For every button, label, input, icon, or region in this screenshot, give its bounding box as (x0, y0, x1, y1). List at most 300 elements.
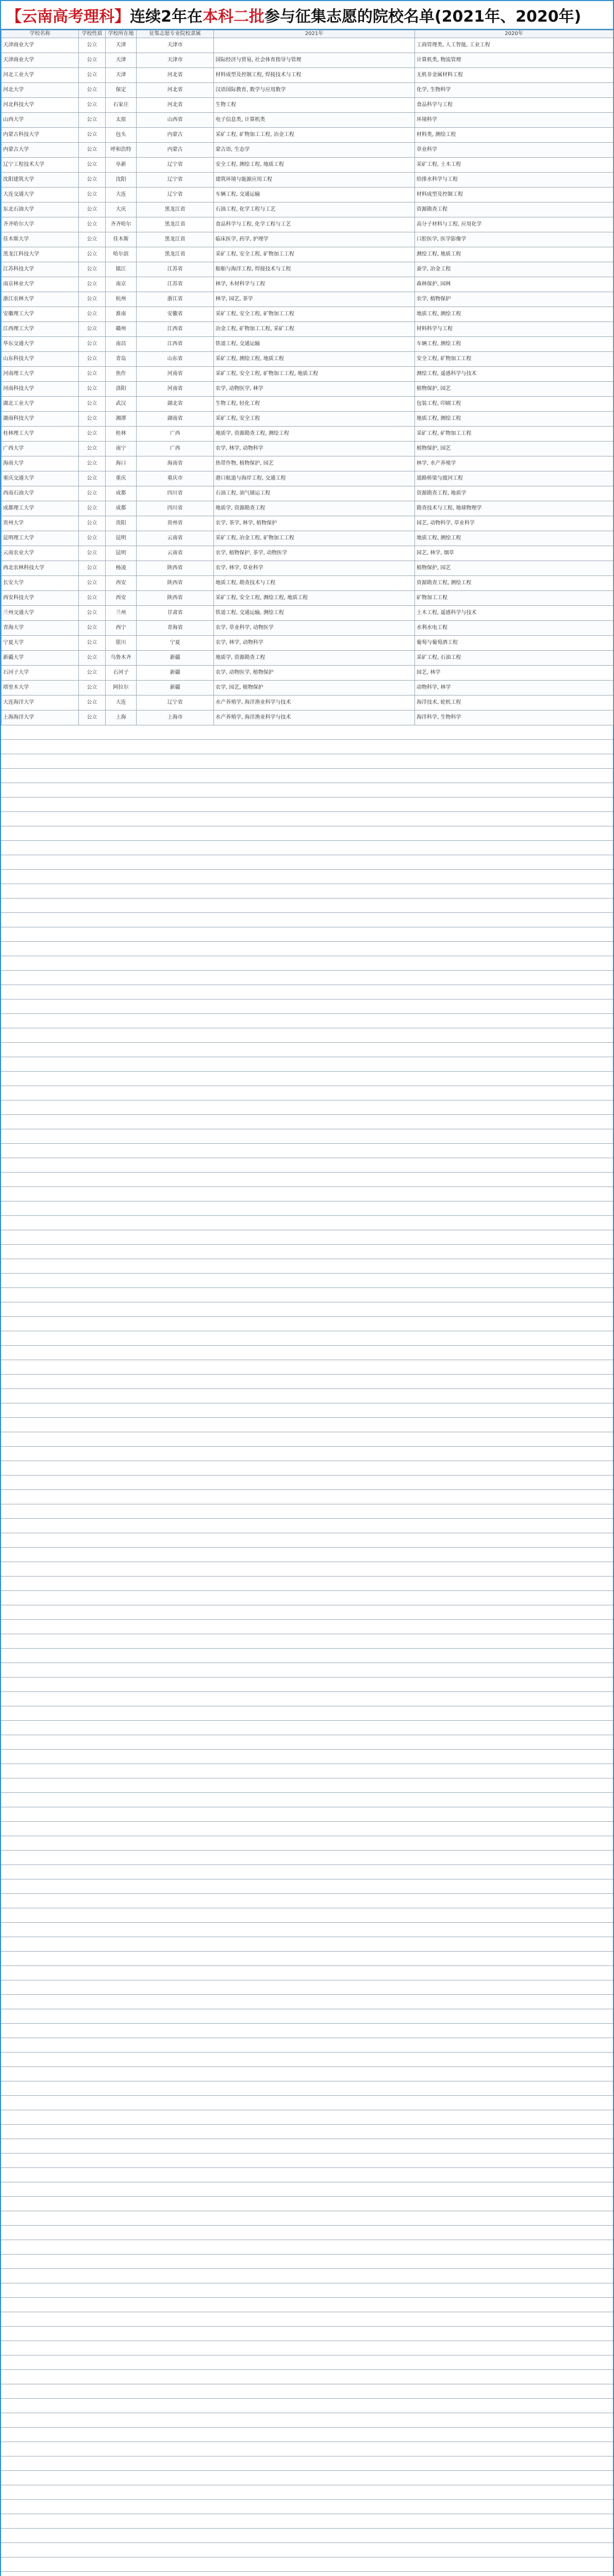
table-row (2, 471, 613, 486)
school-affiliation-cell: 四川省 (137, 501, 214, 516)
title-part-b: 参与征集志愿的院校名单(2021年、2020年) (264, 8, 582, 26)
majors-2021-cell: 采矿工程, 安全工程, 测绘工程, 地质工程 (214, 591, 415, 606)
school-type-cell: 公立 (79, 367, 106, 382)
school-affiliation-cell: 新疆 (137, 681, 214, 696)
table-row (2, 352, 613, 367)
majors-2020-cell: 土木工程, 遥感科学与技术 (415, 606, 613, 621)
majors-2020-cell: 植物保护, 园艺 (415, 442, 613, 456)
table-row (2, 337, 613, 352)
school-table (1, 30, 613, 725)
school-location-cell: 石家庄 (106, 98, 137, 113)
school-location-cell: 哈尔滨 (106, 247, 137, 262)
school-location-cell: 青岛 (106, 352, 137, 367)
school-name-cell: 大连交通大学 (2, 188, 79, 202)
school-name-cell: 江苏科技大学 (2, 262, 79, 277)
school-location-cell: 乌鲁木齐 (106, 651, 137, 666)
majors-2020-cell: 资源勘查工程 (415, 202, 613, 217)
majors-2021-cell: 农学, 动物医学, 植物保护 (214, 666, 415, 681)
document-title (1, 1, 613, 30)
table-row (2, 576, 613, 591)
table-row (2, 636, 613, 651)
majors-2021-cell: 材料成型及控制工程, 焊接技术与工程 (214, 68, 415, 83)
majors-2020-cell: 化学, 生物科学 (415, 83, 613, 98)
majors-2020-cell: 高分子材料与工程, 应用化学 (415, 217, 613, 232)
school-name-cell: 湖北工业大学 (2, 397, 79, 412)
school-location-cell: 太原 (106, 113, 137, 128)
school-type-cell: 公立 (79, 696, 106, 710)
majors-2020-cell: 地质工程, 测绘工程 (415, 531, 613, 546)
table-row (2, 128, 613, 143)
school-name-cell: 上海海洋大学 (2, 710, 79, 725)
school-name-cell: 南京林业大学 (2, 277, 79, 292)
majors-2020-cell: 车辆工程, 测绘工程 (415, 337, 613, 352)
school-affiliation-cell: 辽宁省 (137, 188, 214, 202)
school-location-cell: 海口 (106, 456, 137, 471)
school-location-cell: 阜新 (106, 158, 137, 173)
school-affiliation-cell: 河北省 (137, 68, 214, 83)
school-location-cell: 昆明 (106, 531, 137, 546)
school-location-cell: 湘潭 (106, 412, 137, 427)
school-type-cell: 公立 (79, 486, 106, 501)
majors-2021-cell: 农学, 茶学, 林学, 植物保护 (214, 516, 415, 531)
school-affiliation-cell: 云南省 (137, 531, 214, 546)
majors-2020-cell: 海洋技术, 轮机工程 (415, 696, 613, 710)
majors-2021-cell: 采矿工程, 安全工程, 矿物加工工程 (214, 307, 415, 322)
school-affiliation-cell: 辽宁省 (137, 696, 214, 710)
school-affiliation-cell: 重庆市 (137, 471, 214, 486)
table-row (2, 681, 613, 696)
school-affiliation-cell: 辽宁省 (137, 173, 214, 188)
majors-2020-cell: 采矿工程, 石油工程 (415, 651, 613, 666)
table-row (2, 322, 613, 337)
majors-2021-cell: 采矿工程, 矿物加工工程, 冶金工程 (214, 128, 415, 143)
school-type-cell: 公立 (79, 188, 106, 202)
school-name-cell: 天津商业大学 (2, 53, 79, 68)
school-affiliation-cell: 内蒙古 (137, 143, 214, 158)
majors-2021-cell: 建筑环境与能源应用工程 (214, 173, 415, 188)
majors-2020-cell: 食品科学与工程 (415, 98, 613, 113)
school-name-cell: 大连海洋大学 (2, 696, 79, 710)
table-row (2, 501, 613, 516)
table-row (2, 606, 613, 621)
school-location-cell: 保定 (106, 83, 137, 98)
school-affiliation-cell: 浙江省 (137, 292, 214, 307)
majors-2021-cell: 采矿工程, 安全工程, 矿物加工工程 (214, 247, 415, 262)
table-row (2, 98, 613, 113)
school-name-cell: 成都理工大学 (2, 501, 79, 516)
school-location-cell: 上海 (106, 710, 137, 725)
majors-2020-cell: 材料类, 测绘工程 (415, 128, 613, 143)
school-name-cell: 桂林理工大学 (2, 427, 79, 442)
table-body (2, 38, 613, 725)
table-row (2, 307, 613, 322)
school-location-cell: 成都 (106, 501, 137, 516)
school-location-cell: 武汉 (106, 397, 137, 412)
majors-2020-cell: 植物保护, 园艺 (415, 382, 613, 397)
school-type-cell: 公立 (79, 217, 106, 232)
majors-2020-cell: 资源勘查工程, 测绘工程 (415, 576, 613, 591)
school-location-cell: 淮南 (106, 307, 137, 322)
table-row (2, 53, 613, 68)
school-affiliation-cell: 新疆 (137, 666, 214, 681)
school-name-cell: 佳木斯大学 (2, 232, 79, 247)
table-header-row (2, 30, 613, 38)
majors-2020-cell: 地质工程, 测绘工程 (415, 307, 613, 322)
school-location-cell: 南京 (106, 277, 137, 292)
school-affiliation-cell: 海南省 (137, 456, 214, 471)
majors-2021-cell: 铁道工程, 交通运输 (214, 337, 415, 352)
school-name-cell: 华东交通大学 (2, 337, 79, 352)
school-name-cell: 新疆大学 (2, 651, 79, 666)
school-type-cell: 公立 (79, 501, 106, 516)
school-name-cell: 内蒙古大学 (2, 143, 79, 158)
title-highlight: 本科二批 (202, 8, 264, 26)
school-name-cell: 重庆交通大学 (2, 471, 79, 486)
table-row (2, 188, 613, 202)
school-affiliation-cell: 黑龙江省 (137, 217, 214, 232)
majors-2021-cell: 食品科学与工程, 化学工程与工艺 (214, 217, 415, 232)
school-name-cell: 齐齐哈尔大学 (2, 217, 79, 232)
school-type-cell: 公立 (79, 38, 106, 53)
school-type-cell: 公立 (79, 337, 106, 352)
table-row (2, 621, 613, 636)
majors-2020-cell: 材料科学与工程 (415, 322, 613, 337)
table-continuation (1, 725, 613, 2576)
majors-2021-cell: 地质学, 资源勘查工程 (214, 651, 415, 666)
school-type-cell: 公立 (79, 666, 106, 681)
school-location-cell: 天津 (106, 53, 137, 68)
school-affiliation-cell: 云南省 (137, 546, 214, 561)
school-location-cell: 洛阳 (106, 382, 137, 397)
majors-2021-cell: 临床医学, 药学, 护理学 (214, 232, 415, 247)
school-type-cell: 公立 (79, 456, 106, 471)
school-affiliation-cell: 湖北省 (137, 397, 214, 412)
school-type-cell: 公立 (79, 158, 106, 173)
majors-2020-cell: 采矿工程, 土木工程 (415, 158, 613, 173)
table-row (2, 516, 613, 531)
majors-2021-cell: 船舶与海洋工程, 焊接技术与工程 (214, 262, 415, 277)
table-row (2, 68, 613, 83)
school-affiliation-cell: 黑龙江省 (137, 232, 214, 247)
majors-2021-cell: 水产养殖学, 海洋渔业科学与技术 (214, 696, 415, 710)
school-type-cell: 公立 (79, 202, 106, 217)
majors-2021-cell: 港口航道与海岸工程, 交通工程 (214, 471, 415, 486)
majors-2021-cell: 农学, 林学, 草业科学 (214, 561, 415, 576)
school-affiliation-cell: 天津市 (137, 38, 214, 53)
school-name-cell: 山东科技大学 (2, 352, 79, 367)
majors-2021-cell: 农学, 园艺, 植物保护 (214, 681, 415, 696)
school-type-cell: 公立 (79, 576, 106, 591)
majors-2020-cell: 采矿工程, 矿物加工工程 (415, 427, 613, 442)
school-name-cell: 天津商业大学 (2, 38, 79, 53)
majors-2021-cell: 地质学, 资源勘查工程 (214, 501, 415, 516)
school-type-cell: 公立 (79, 98, 106, 113)
school-affiliation-cell: 广西 (137, 442, 214, 456)
school-type-cell: 公立 (79, 53, 106, 68)
col-header-type: 学校性质 (79, 30, 106, 38)
school-name-cell: 兰州交通大学 (2, 606, 79, 621)
majors-2021-cell: 地质工程, 勘查技术与工程 (214, 576, 415, 591)
col-header-location: 学校所在地 (106, 30, 137, 38)
school-affiliation-cell: 河南省 (137, 367, 214, 382)
school-location-cell: 银川 (106, 636, 137, 651)
table-row (2, 262, 613, 277)
school-affiliation-cell: 陕西省 (137, 591, 214, 606)
school-affiliation-cell: 陕西省 (137, 561, 214, 576)
school-name-cell: 西北农林科技大学 (2, 561, 79, 576)
school-type-cell: 公立 (79, 232, 106, 247)
majors-2021-cell: 农学, 草业科学, 动物医学 (214, 621, 415, 636)
school-name-cell: 塔里木大学 (2, 681, 79, 696)
school-type-cell: 公立 (79, 710, 106, 725)
school-name-cell: 辽宁工程技术大学 (2, 158, 79, 173)
school-location-cell: 昆明 (106, 546, 137, 561)
school-affiliation-cell: 山东省 (137, 352, 214, 367)
majors-2020-cell: 材料成型及控制工程 (415, 188, 613, 202)
table-row (2, 173, 613, 188)
majors-2021-cell: 水产养殖学, 海洋渔业科学与技术 (214, 710, 415, 725)
table-row (2, 696, 613, 710)
school-name-cell: 河北工业大学 (2, 68, 79, 83)
majors-2020-cell: 无机非金属材料工程 (415, 68, 613, 83)
table-row (2, 277, 613, 292)
school-name-cell: 石河子大学 (2, 666, 79, 681)
majors-2021-cell: 农学, 林学, 动物科学 (214, 636, 415, 651)
table-row (2, 158, 613, 173)
school-type-cell: 公立 (79, 397, 106, 412)
table-row (2, 143, 613, 158)
school-affiliation-cell: 江西省 (137, 337, 214, 352)
majors-2021-cell: 汉语国际教育, 数学与应用数学 (214, 83, 415, 98)
school-type-cell: 公立 (79, 531, 106, 546)
majors-2020-cell: 工商管理类, 人工智能, 工业工程 (415, 38, 613, 53)
majors-2020-cell: 环境科学 (415, 113, 613, 128)
school-type-cell: 公立 (79, 382, 106, 397)
table-row (2, 666, 613, 681)
school-affiliation-cell: 广西 (137, 427, 214, 442)
majors-2020-cell: 矿物加工工程 (415, 591, 613, 606)
school-name-cell: 内蒙古科技大学 (2, 128, 79, 143)
school-affiliation-cell: 内蒙古 (137, 128, 214, 143)
school-type-cell: 公立 (79, 307, 106, 322)
school-location-cell: 大连 (106, 188, 137, 202)
school-affiliation-cell: 江西省 (137, 322, 214, 337)
majors-2020-cell: 园艺, 动物科学, 草业科学 (415, 516, 613, 531)
table-row (2, 292, 613, 307)
school-affiliation-cell: 青海省 (137, 621, 214, 636)
majors-2021-cell: 采矿工程, 安全工程 (214, 412, 415, 427)
school-type-cell: 公立 (79, 681, 106, 696)
school-type-cell: 公立 (79, 442, 106, 456)
table-row (2, 561, 613, 576)
majors-2021-cell: 农学, 动物医学, 林学 (214, 382, 415, 397)
majors-2021-cell: 采矿工程, 测绘工程, 地质工程 (214, 352, 415, 367)
majors-2021-cell: 电子信息类, 计算机类 (214, 113, 415, 128)
school-name-cell: 河南理工大学 (2, 367, 79, 382)
school-type-cell: 公立 (79, 292, 106, 307)
school-affiliation-cell: 黑龙江省 (137, 202, 214, 217)
school-name-cell: 安徽理工大学 (2, 307, 79, 322)
school-affiliation-cell: 上海市 (137, 710, 214, 725)
table-row (2, 232, 613, 247)
school-type-cell: 公立 (79, 561, 106, 576)
school-affiliation-cell: 山西省 (137, 113, 214, 128)
table-row (2, 412, 613, 427)
school-affiliation-cell: 贵州省 (137, 516, 214, 531)
majors-2020-cell: 海洋科学, 生物科学 (415, 710, 613, 725)
majors-2021-cell: 铁道工程, 交通运输, 测绘工程 (214, 606, 415, 621)
school-affiliation-cell: 天津市 (137, 53, 214, 68)
school-type-cell: 公立 (79, 322, 106, 337)
table-row (2, 486, 613, 501)
school-type-cell: 公立 (79, 247, 106, 262)
table-row (2, 591, 613, 606)
school-location-cell: 镇江 (106, 262, 137, 277)
table-row (2, 83, 613, 98)
school-location-cell: 兰州 (106, 606, 137, 621)
majors-2020-cell: 林学, 水产养殖学 (415, 456, 613, 471)
school-name-cell: 西南石油大学 (2, 486, 79, 501)
school-name-cell: 沈阳建筑大学 (2, 173, 79, 188)
majors-2020-cell: 草业科学 (415, 143, 613, 158)
school-name-cell: 湖南科技大学 (2, 412, 79, 427)
majors-2020-cell: 森林保护, 园林 (415, 277, 613, 292)
school-location-cell: 大庆 (106, 202, 137, 217)
school-location-cell: 重庆 (106, 471, 137, 486)
school-affiliation-cell: 新疆 (137, 651, 214, 666)
school-name-cell: 长安大学 (2, 576, 79, 591)
school-affiliation-cell: 江苏省 (137, 262, 214, 277)
table-row (2, 397, 613, 412)
school-location-cell: 赣州 (106, 322, 137, 337)
majors-2020-cell: 道路桥梁与渡河工程 (415, 471, 613, 486)
school-location-cell: 西安 (106, 576, 137, 591)
majors-2020-cell: 园艺, 林学 (415, 666, 613, 681)
majors-2021-cell: 林学, 园艺, 茶学 (214, 292, 415, 307)
school-name-cell: 浙江农林大学 (2, 292, 79, 307)
table-row (2, 546, 613, 561)
majors-2020-cell: 动物科学, 林学 (415, 681, 613, 696)
majors-2020-cell: 蚕学, 冶金工程 (415, 262, 613, 277)
school-affiliation-cell: 河南省 (137, 382, 214, 397)
col-header-2020: 2020年 (415, 30, 613, 38)
table-row (2, 382, 613, 397)
school-name-cell: 青海大学 (2, 621, 79, 636)
school-type-cell: 公立 (79, 173, 106, 188)
school-affiliation-cell: 甘肃省 (137, 606, 214, 621)
majors-2020-cell: 园艺, 林学, 烟草 (415, 546, 613, 561)
majors-2020-cell: 安全工程, 矿物加工工程 (415, 352, 613, 367)
school-affiliation-cell: 江苏省 (137, 277, 214, 292)
school-name-cell: 宁夏大学 (2, 636, 79, 651)
title-tag: 【云南高考理科】 (6, 8, 130, 26)
majors-2021-cell: 冶金工程, 矿物加工工程, 采矿工程 (214, 322, 415, 337)
table-row (2, 217, 613, 232)
school-type-cell: 公立 (79, 68, 106, 83)
table-row (2, 651, 613, 666)
school-type-cell: 公立 (79, 352, 106, 367)
school-type-cell: 公立 (79, 412, 106, 427)
school-type-cell: 公立 (79, 621, 106, 636)
majors-2020-cell: 葡萄与葡萄酒工程 (415, 636, 613, 651)
majors-2020-cell: 植物保护, 园艺 (415, 561, 613, 576)
majors-2020-cell: 测绘工程, 遥感科学与技术 (415, 367, 613, 382)
school-location-cell: 天津 (106, 68, 137, 83)
school-location-cell: 成都 (106, 486, 137, 501)
majors-2020-cell: 农学, 植物保护 (415, 292, 613, 307)
school-location-cell: 西安 (106, 591, 137, 606)
school-location-cell: 包头 (106, 128, 137, 143)
school-name-cell: 河北大学 (2, 83, 79, 98)
school-name-cell: 昆明理工大学 (2, 531, 79, 546)
school-affiliation-cell: 陕西省 (137, 576, 214, 591)
school-location-cell: 桂林 (106, 427, 137, 442)
school-location-cell: 贵阳 (106, 516, 137, 531)
school-type-cell: 公立 (79, 83, 106, 98)
school-location-cell: 齐齐哈尔 (106, 217, 137, 232)
majors-2021-cell: 采矿工程, 冶金工程, 矿物加工工程 (214, 531, 415, 546)
table-row (2, 427, 613, 442)
table-row (2, 113, 613, 128)
majors-2021-cell: 生物工程, 轻化工程 (214, 397, 415, 412)
col-header-school: 学校名称 (2, 30, 79, 38)
majors-2021-cell: 林学, 木材科学与工程 (214, 277, 415, 292)
school-type-cell: 公立 (79, 516, 106, 531)
school-affiliation-cell: 河北省 (137, 83, 214, 98)
school-name-cell: 江西理工大学 (2, 322, 79, 337)
school-type-cell: 公立 (79, 471, 106, 486)
school-affiliation-cell: 辽宁省 (137, 158, 214, 173)
table-row (2, 456, 613, 471)
majors-2021-cell: 安全工程, 测绘工程, 地质工程 (214, 158, 415, 173)
majors-2020-cell: 给排水科学与工程 (415, 173, 613, 188)
school-type-cell: 公立 (79, 546, 106, 561)
school-type-cell: 公立 (79, 143, 106, 158)
majors-2020-cell: 测绘工程, 地质工程 (415, 247, 613, 262)
col-header-affiliation: 征集志愿专业院校隶属 (137, 30, 214, 38)
school-name-cell: 山西大学 (2, 113, 79, 128)
school-location-cell: 阿拉尔 (106, 681, 137, 696)
school-affiliation-cell: 黑龙江省 (137, 247, 214, 262)
school-type-cell: 公立 (79, 262, 106, 277)
school-affiliation-cell: 湖南省 (137, 412, 214, 427)
school-name-cell: 东北石油大学 (2, 202, 79, 217)
school-location-cell: 大连 (106, 696, 137, 710)
school-location-cell: 南昌 (106, 337, 137, 352)
majors-2021-cell: 石油工程, 化学工程与工艺 (214, 202, 415, 217)
table-row (2, 442, 613, 456)
school-affiliation-cell: 安徽省 (137, 307, 214, 322)
school-location-cell: 天津 (106, 38, 137, 53)
col-header-2021: 2021年 (214, 30, 415, 38)
majors-2021-cell: 地质学, 资源勘查工程, 测绘工程 (214, 427, 415, 442)
majors-2021-cell: 热带作物, 植物保护, 园艺 (214, 456, 415, 471)
school-name-cell: 河北科技大学 (2, 98, 79, 113)
school-location-cell: 南宁 (106, 442, 137, 456)
majors-2020-cell: 资源勘查工程, 地质学 (415, 486, 613, 501)
majors-2021-cell: 采矿工程, 安全工程, 矿物加工工程, 地质工程 (214, 367, 415, 382)
table-row (2, 202, 613, 217)
school-name-cell: 贵州大学 (2, 516, 79, 531)
school-name-cell: 西安科技大学 (2, 591, 79, 606)
majors-2021-cell: 农学, 林学, 动物科学 (214, 442, 415, 456)
majors-2020-cell: 地质工程, 测绘工程 (415, 412, 613, 427)
school-type-cell: 公立 (79, 427, 106, 442)
school-type-cell: 公立 (79, 606, 106, 621)
school-location-cell: 呼和浩特 (106, 143, 137, 158)
school-name-cell: 黑龙江科技大学 (2, 247, 79, 262)
majors-2020-cell: 水利水电工程 (415, 621, 613, 636)
